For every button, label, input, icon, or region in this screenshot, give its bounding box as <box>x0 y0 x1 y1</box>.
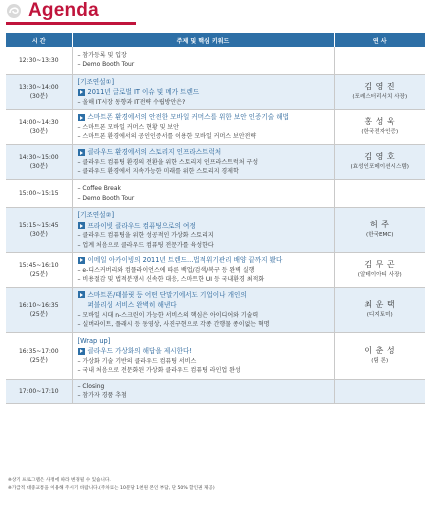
blue-box-play-icon <box>78 222 85 229</box>
session-tag: [기조연설②] <box>77 211 115 219</box>
session-title <box>78 346 329 357</box>
session-duration: (30분) <box>29 231 48 238</box>
speaker-affiliation: (포레스터리서치 사장) <box>352 93 408 100</box>
speaker-cell <box>334 110 425 145</box>
speaker-cell <box>334 180 425 208</box>
session-title-text: 2011년 글로벌 IT 이슈 및 메가 트렌드 <box>87 88 200 96</box>
speaker-affiliation: (효성인포메이션시스템) <box>350 164 409 170</box>
column-header-time: 시 간 <box>6 33 72 47</box>
session-duration: (25분) <box>29 270 48 278</box>
session-duration: (25분) <box>29 356 48 364</box>
session-duration: (30분) <box>29 128 48 135</box>
table-header-row <box>6 33 425 47</box>
keyword-item: – Closing <box>78 382 329 392</box>
table-row <box>6 208 425 253</box>
keyword-item: – 비용절감 및 법적분쟁시 신속한 대응, 스마트한 UI 등 국내환경 최적화 <box>78 275 329 285</box>
keyword-item: – e-디스커버리와 컴플라이언스에 따른 백업/검색/복구 등 완벽 실행 <box>78 266 329 276</box>
keyword-item: – Demo Booth Tour <box>78 60 329 70</box>
keyword-item: – 모바일 시대 n-스크린이 가능한 서비스의 핵심은 아이디어와 기술력 <box>78 311 329 321</box>
time-cell <box>6 145 72 180</box>
keyword-item: – 가상화 기술 기반의 클라우드 컴퓨팅 서비스 <box>78 357 329 367</box>
agenda-table <box>6 33 425 404</box>
session-tag: [Wrap up] <box>77 336 111 345</box>
session-title-continued: 퍼블리싱 서비스 완벽히 해낸다 <box>87 301 177 309</box>
session-time: 12:30~13:30 <box>18 56 59 64</box>
session-time: 15:15~15:45 <box>18 222 59 229</box>
topic-cell <box>72 180 334 208</box>
speaker-cell <box>334 253 425 288</box>
topic-cell <box>72 47 334 74</box>
speaker-affiliation: (디지토미) <box>366 311 393 318</box>
session-title <box>78 147 329 158</box>
speaker-cell <box>334 47 425 74</box>
keyword-item: – 올해 IT시장 동향과 IT전략 수립방안은? <box>78 98 329 108</box>
time-cell <box>6 110 72 145</box>
topic-cell <box>72 332 334 379</box>
blue-box-play-icon <box>78 257 85 264</box>
speaker-name: 이 춘 성 <box>364 345 396 355</box>
session-title <box>78 255 329 266</box>
speaker-affiliation: (한국EMC) <box>366 232 394 238</box>
blue-box-play-icon <box>78 348 85 355</box>
session-time: 16:35~17:00 <box>18 347 59 355</box>
keyword-item: – 스마트폰 모바일 커머스 현황 및 보안 <box>78 123 329 133</box>
table-row <box>6 145 425 180</box>
time-cell <box>6 74 72 110</box>
session-duration: (30분) <box>29 92 48 100</box>
keyword-item: – 스마트폰 환경에서의 공인인증서를 이용한 모바일 커머스 보안전략 <box>78 132 329 142</box>
keyword-item: – 참가자 경품 추첨 <box>78 391 329 401</box>
keyword-item: – 국내 처음으로 전문화된 가상화 클라우드 컴퓨팅 라인업 완성 <box>78 366 329 376</box>
speaker-cell <box>334 74 425 110</box>
footnotes <box>8 477 427 493</box>
keyword-item: – Demo Booth Tour <box>78 194 329 204</box>
time-cell <box>6 180 72 208</box>
speaker-affiliation: (알테이아티 사장) <box>357 271 402 278</box>
topic-cell <box>72 287 334 332</box>
blue-box-play-icon <box>78 89 85 96</box>
session-time: 17:00~17:10 <box>18 387 59 395</box>
topic-cell <box>72 253 334 288</box>
session-title-text: 이메일 아카이빙의 2011년 트렌드...법적위기관리 배양 끝까지 봤다 <box>87 256 283 264</box>
topic-cell <box>72 74 334 110</box>
blue-box-play-icon <box>78 149 85 156</box>
agenda-header <box>6 0 99 22</box>
time-cell <box>6 253 72 288</box>
speaker-name: 최 운 택 <box>364 299 396 309</box>
speaker-cell <box>334 332 425 379</box>
session-title-text: 스마트폰/태블릿 등 어떤 단말기에서도 기업이나 개인의 <box>87 290 247 299</box>
session-time: 15:45~16:10 <box>18 261 59 269</box>
topic-cell <box>72 145 334 180</box>
session-duration: (30분) <box>29 163 48 170</box>
speaker-cell <box>334 145 425 180</box>
keyword-item: – Coffee Break <box>78 184 329 194</box>
session-title-text: 클라우드 가상화의 해답을 제시한다! <box>87 347 192 355</box>
speaker-cell <box>334 287 425 332</box>
topic-cell <box>72 110 334 145</box>
page-title: Agenda <box>28 0 99 21</box>
keyword-item: – 클라우드 컴퓨팅을 위한 성공적인 가상화 스토리지 <box>78 231 329 241</box>
session-time: 14:00~14:30 <box>18 119 59 126</box>
time-cell <box>6 47 72 74</box>
keyword-item: – 실버라이트, 플래시 등 동영상, 사진구현으로 각종 간행물 종이없는 혁명 <box>78 320 329 330</box>
session-time: 13:30~14:00 <box>18 83 59 91</box>
speaker-name: 허 주 <box>370 220 390 229</box>
keyword-item: – 클라우드 환경에서 지속가능한 미래를 위한 스토리지 경제학 <box>78 167 329 177</box>
speaker-name: 김 영 호 <box>364 152 396 161</box>
column-header-topic: 주제 및 핵심 키워드 <box>72 33 334 47</box>
blue-box-play-icon <box>78 291 85 298</box>
table-row <box>6 379 425 403</box>
table-row <box>6 332 425 379</box>
speaker-cell <box>334 208 425 253</box>
speaker-cell <box>334 379 425 403</box>
table-row <box>6 47 425 74</box>
table-row <box>6 180 425 208</box>
session-title <box>78 112 329 123</box>
title-underline <box>6 22 136 25</box>
keyword-item: – 클라우드 컴퓨팅 환경의 전환을 위한 스토리지 인프라스트럭처 구성 <box>78 158 329 168</box>
session-title-text: 클라우드 환경에서의 스토리지 인프라스트럭처 <box>87 148 222 157</box>
session-time: 16:10~16:35 <box>18 301 59 309</box>
speaker-name: 김 무 곤 <box>364 259 396 269</box>
speaker-name: 김 영 진 <box>364 81 396 91</box>
speaker-affiliation: (팀 론) <box>371 357 389 364</box>
speaker-name: 홍 성 욱 <box>364 117 396 126</box>
speaker-affiliation: (한국전자인증) <box>361 129 399 135</box>
column-header-speaker: 연 사 <box>334 33 425 47</box>
session-title-text: 프라이빗 클라우드 컴퓨팅으로의 여정 <box>87 221 196 230</box>
blue-box-play-icon <box>78 114 85 121</box>
footnote: ※상기 프로그램은 사정에 따라 변경될 수 있습니다. <box>8 478 111 483</box>
session-time: 15:00~15:15 <box>18 190 59 197</box>
swirl-logo-icon <box>6 3 22 19</box>
table-row <box>6 74 425 110</box>
keyword-item: – 업계 처음으로 클라우드 컴퓨팅 전문가를 육성한다 <box>78 241 329 251</box>
session-tag: [기조연설①] <box>77 77 115 86</box>
session-title <box>78 221 329 232</box>
time-cell <box>6 208 72 253</box>
table-row <box>6 110 425 145</box>
time-cell <box>6 332 72 379</box>
keyword-item: – 참가등록 및 입장 <box>78 51 329 61</box>
table-row <box>6 253 425 288</box>
session-title <box>78 290 329 301</box>
session-time: 14:30~15:00 <box>18 154 59 161</box>
topic-cell <box>72 379 334 403</box>
time-cell <box>6 287 72 332</box>
footnote: ※가급적 대중교통을 이용해 주시기 바랍니다.(주차료는 10분당 1천원 본인 부담, 단 50% 할인권 제공) <box>8 486 215 491</box>
session-title <box>78 87 329 98</box>
time-cell <box>6 379 72 403</box>
table-row <box>6 287 425 332</box>
topic-cell <box>72 208 334 253</box>
session-title-text: 스마트폰 환경에서의 안전한 모바일 커머스를 위한 보안 인증기술 해법 <box>87 113 289 122</box>
session-duration: (25분) <box>29 310 48 318</box>
